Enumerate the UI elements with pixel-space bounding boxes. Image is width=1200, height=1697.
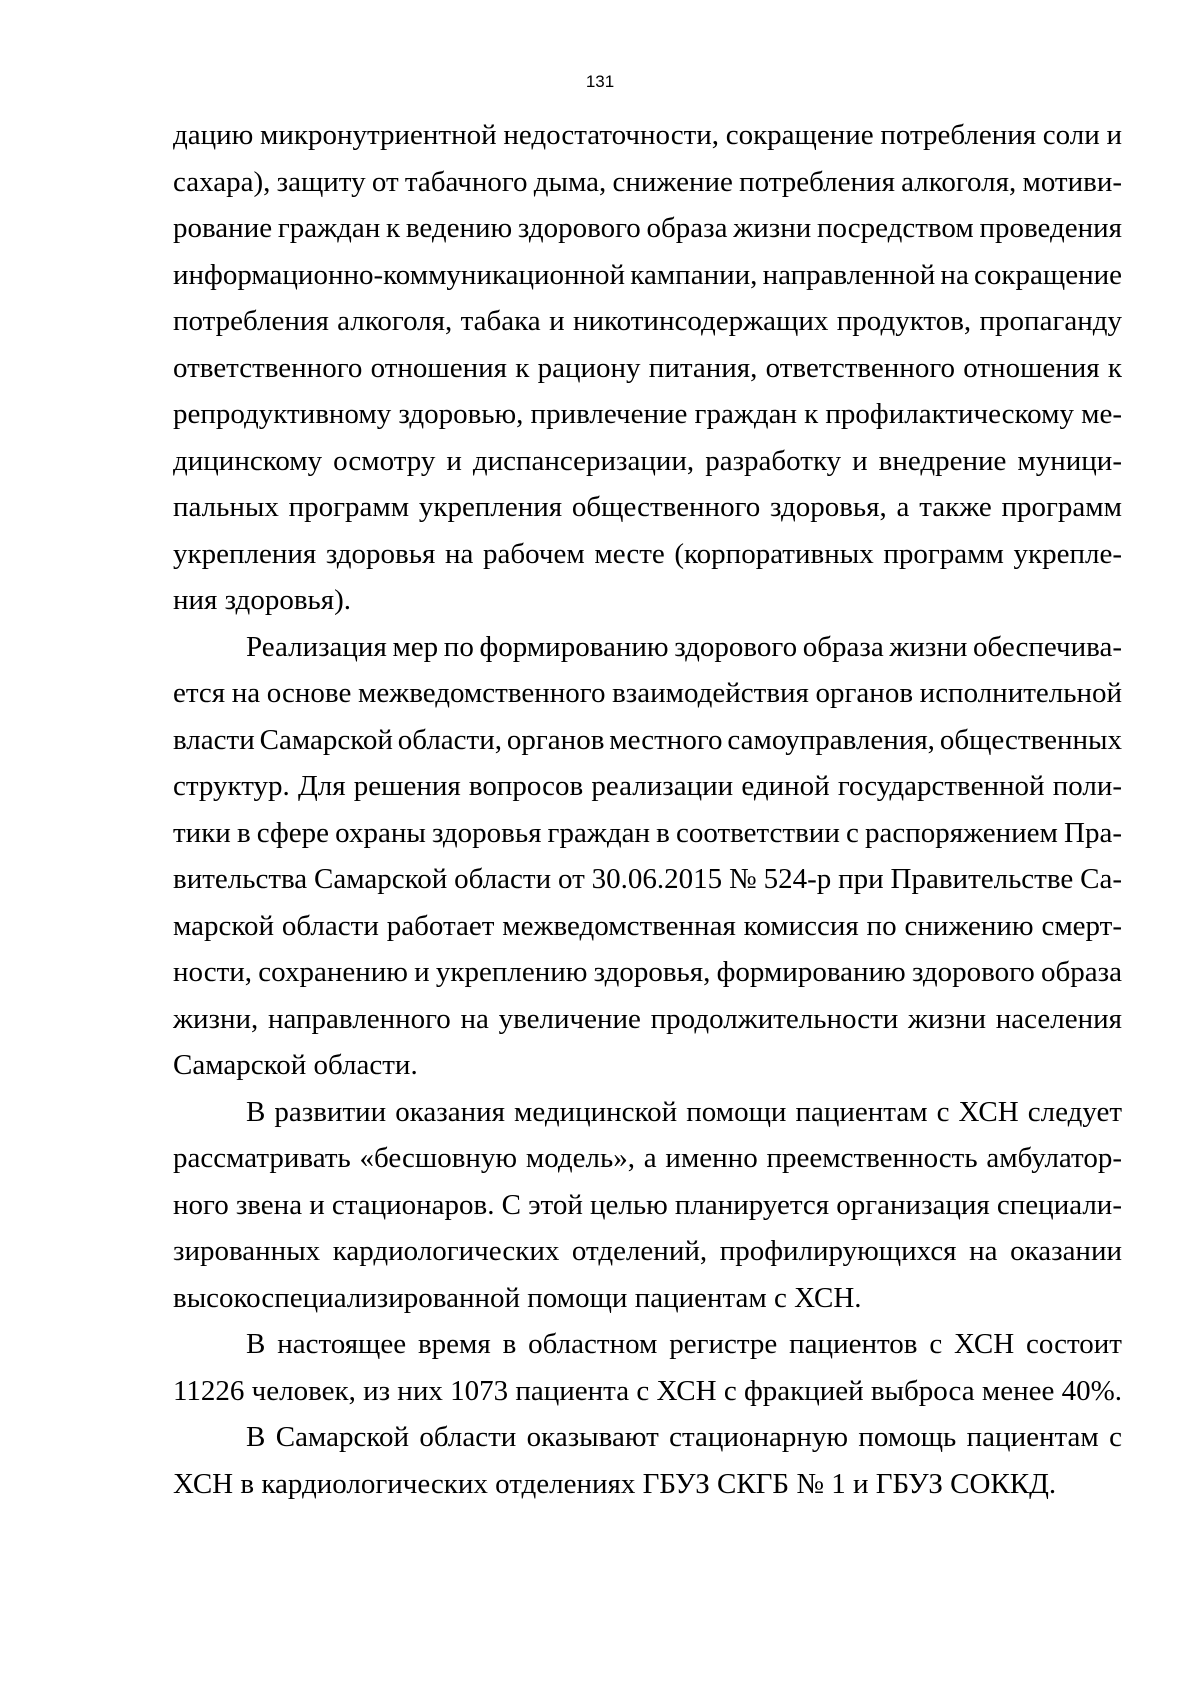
text-line: ется на основе межведомственного взаимодействия органов исполнительной bbox=[173, 677, 1122, 709]
text-line: зированных кардиологических отделений, профилирующихся на оказании bbox=[173, 1235, 1122, 1267]
text-line: жизни, направленного на увеличение продолжительности жизни населения bbox=[173, 1002, 1122, 1035]
text-line: марской области работает межведомственная комиссия по снижению смерт- bbox=[173, 909, 1122, 942]
text-line: дацию микронутриентной недостаточности, сокращение потребления соли и bbox=[173, 119, 1122, 151]
text-line: рассматривать «бесшовную модель», а именно преемственность амбулатор- bbox=[173, 1142, 1122, 1174]
text-line: репродуктивному здоровью, привлечение граждан к профилактическому ме- bbox=[173, 398, 1122, 430]
text-line: сахара), защиту от табачного дыма, снижение потребления алкоголя, мотиви- bbox=[173, 165, 1122, 198]
text-line: В развитии оказания медицинской помощи пациентам с ХСН следует bbox=[246, 1095, 1122, 1128]
text-line: укрепления здоровья на рабочем месте (корпоративных программ укрепле- bbox=[173, 537, 1122, 570]
text-line: высокоспециализированной помощи пациентам с ХСН. bbox=[173, 1281, 862, 1314]
text-line: Самарской области. bbox=[173, 1049, 418, 1081]
paragraph-3 bbox=[173, 1089, 1122, 1322]
text-line: ния здоровья). bbox=[173, 584, 351, 616]
text-line: пальных программ укрепления общественного здоровья, а также программ bbox=[173, 491, 1122, 523]
text-line: рование граждан к ведению здорового образа жизни посредством проведения bbox=[173, 212, 1122, 244]
document-body bbox=[173, 112, 1122, 1507]
paragraph-4 bbox=[173, 1321, 1122, 1414]
text-line: тики в сфере охраны здоровья граждан в соответствии с распоряжением Пра- bbox=[173, 816, 1122, 849]
text-line: 11226 человек, из них 1073 пациента с ХСН с фракцией выброса менее 40%. bbox=[173, 1374, 1123, 1407]
text-line: ности, сохранению и укреплению здоровья, формированию здорового образа bbox=[173, 956, 1122, 988]
text-line: Реализация мер по формированию здорового образа жизни обеспечива- bbox=[246, 630, 1122, 663]
text-line: ХСН в кардиологических отделениях ГБУЗ СКГБ № 1 и ГБУЗ СОККД. bbox=[173, 1467, 1057, 1500]
text-line: вительства Самарской области от 30.06.2015 № 524-р при Правительстве Са- bbox=[173, 863, 1122, 895]
text-line: потребления алкоголя, табака и никотинсодержащих продуктов, пропаганду bbox=[173, 305, 1122, 337]
page-number: 131 bbox=[585, 72, 615, 91]
text-line: В настоящее время в областном регистре пациентов с ХСН состоит bbox=[246, 1328, 1122, 1360]
text-line: ного звена и стационаров. С этой целью планируется организация специали- bbox=[173, 1188, 1122, 1221]
text-line: ответственного отношения к рациону питания, ответственного отношения к bbox=[173, 351, 1122, 384]
paragraph-2 bbox=[173, 624, 1122, 1089]
text-line: дицинскому осмотру и диспансеризации, разработку и внедрение муници- bbox=[173, 444, 1122, 477]
text-line: структур. Для решения вопросов реализации единой государственной поли- bbox=[173, 770, 1122, 802]
text-line: информационно-коммуникационной кампании, направленной на сокращение bbox=[173, 258, 1122, 291]
text-line: власти Самарской области, органов местного самоуправления, общественных bbox=[173, 723, 1122, 756]
paragraph-5 bbox=[173, 1414, 1122, 1507]
text-line: В Самарской области оказывают стационарную помощь пациентам с bbox=[246, 1421, 1122, 1453]
paragraph-1 bbox=[173, 112, 1122, 624]
